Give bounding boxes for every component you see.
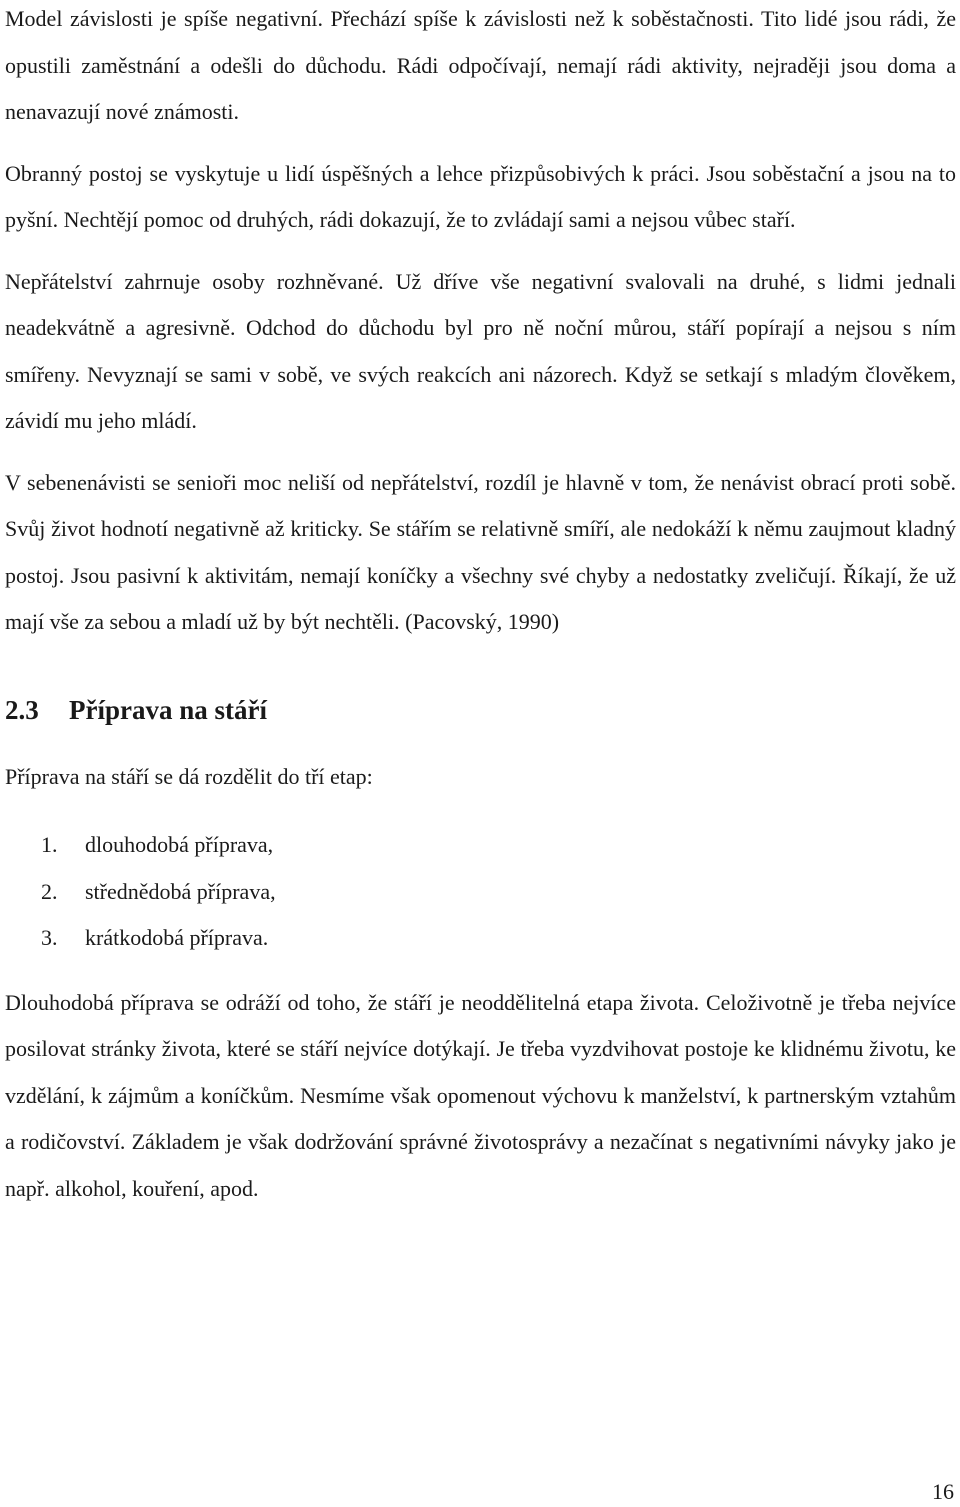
section-heading (5, 687, 956, 733)
list-item-number: 3. (41, 925, 58, 950)
paragraph-defensive-stance: Obranný postoj se vyskytuje u lidí úspěšných a lehce přizpůsobivých k práci. Jsou soběstační a jsou na to pyšní. Nechtějí pomoc od druhých, rádi dokazují, že to zvládají sami a nejsou vůbec staří. (5, 160, 956, 232)
stages-list (5, 822, 956, 962)
paragraph-dependence-model: Model závislosti je spíše negativní. Přechází spíše k závislosti než k soběstačnosti. Tito lidé jsou rádi, že opustili zaměstnání a odešli do důchodu. Rádi odpočívají, nemají rádi aktivity, nejraději jsou doma a nenavazují nové známosti. (5, 6, 956, 124)
list-item (5, 915, 956, 962)
list-item (5, 822, 956, 869)
section-intro: Příprava na stáří se dá rozdělit do tří etap: (5, 763, 373, 789)
list-item-text: dlouhodobá příprava, (85, 832, 274, 857)
paragraph-hostility: Nepřátelství zahrnuje osoby rozhněvané. Už dříve vše negativní svalovali na druhé, s lidmi jednali neadekvátně a agresivně. Odchod do důchodu byl pro ně noční můrou, stáří popírají a nejsou s ním smířeny. Nevyznají se sami v sobě, ve svých reakcích ani názorech. Když se setkají s mladým člověkem, závidí mu jeho mládí. (5, 268, 956, 433)
page-number: 16 (932, 1479, 954, 1504)
list-item-text: střednědobá příprava, (85, 878, 276, 904)
list-item-number: 2. (41, 878, 58, 904)
paragraph-self-hatred: V sebenenávisti se senioři moc neliší od nepřátelství, rozdíl je hlavně v tom, že nenávist obrací proti sobě. Svůj život hodnotí negativně až kriticky. Se stářím se relativně smíří, ale nedokáží k němu zaujmout kladný postoj. Jsou pasivní k aktivitám, nemají koníčky a všechny své chyby a nedostatky zveličují. Říkají, že už mají vše za sebou a mladí už by být nechtěli. (Pacovský, 1990) (5, 469, 956, 634)
section-number: 2.3 (5, 694, 39, 725)
paragraph-long-term-preparation: Dlouhodobá příprava se odráží od toho, že stáří je neoddělitelná etapa života. Celoživotně je třeba nejvíce posilovat stránky života, které se stáří nejvíce dotýkají. Je třeba vyzdvihovat postoje ke klidnému životu, ke vzdělání, k zájmům a koníčkům. Nesmíme však opomenout výchovu k manželství, k partnerským vztahům a rodičovství. Základem je však dodržování správné životosprávy a nezačínat s negativními návyky jako je např. alkohol, kouření, apod. (5, 989, 956, 1201)
list-item-text: krátkodobá příprava. (85, 925, 269, 950)
list-item (5, 869, 956, 916)
section-title: Příprava na stáří (69, 694, 267, 725)
list-item-number: 1. (41, 832, 58, 857)
document-page (5, 0, 956, 1212)
